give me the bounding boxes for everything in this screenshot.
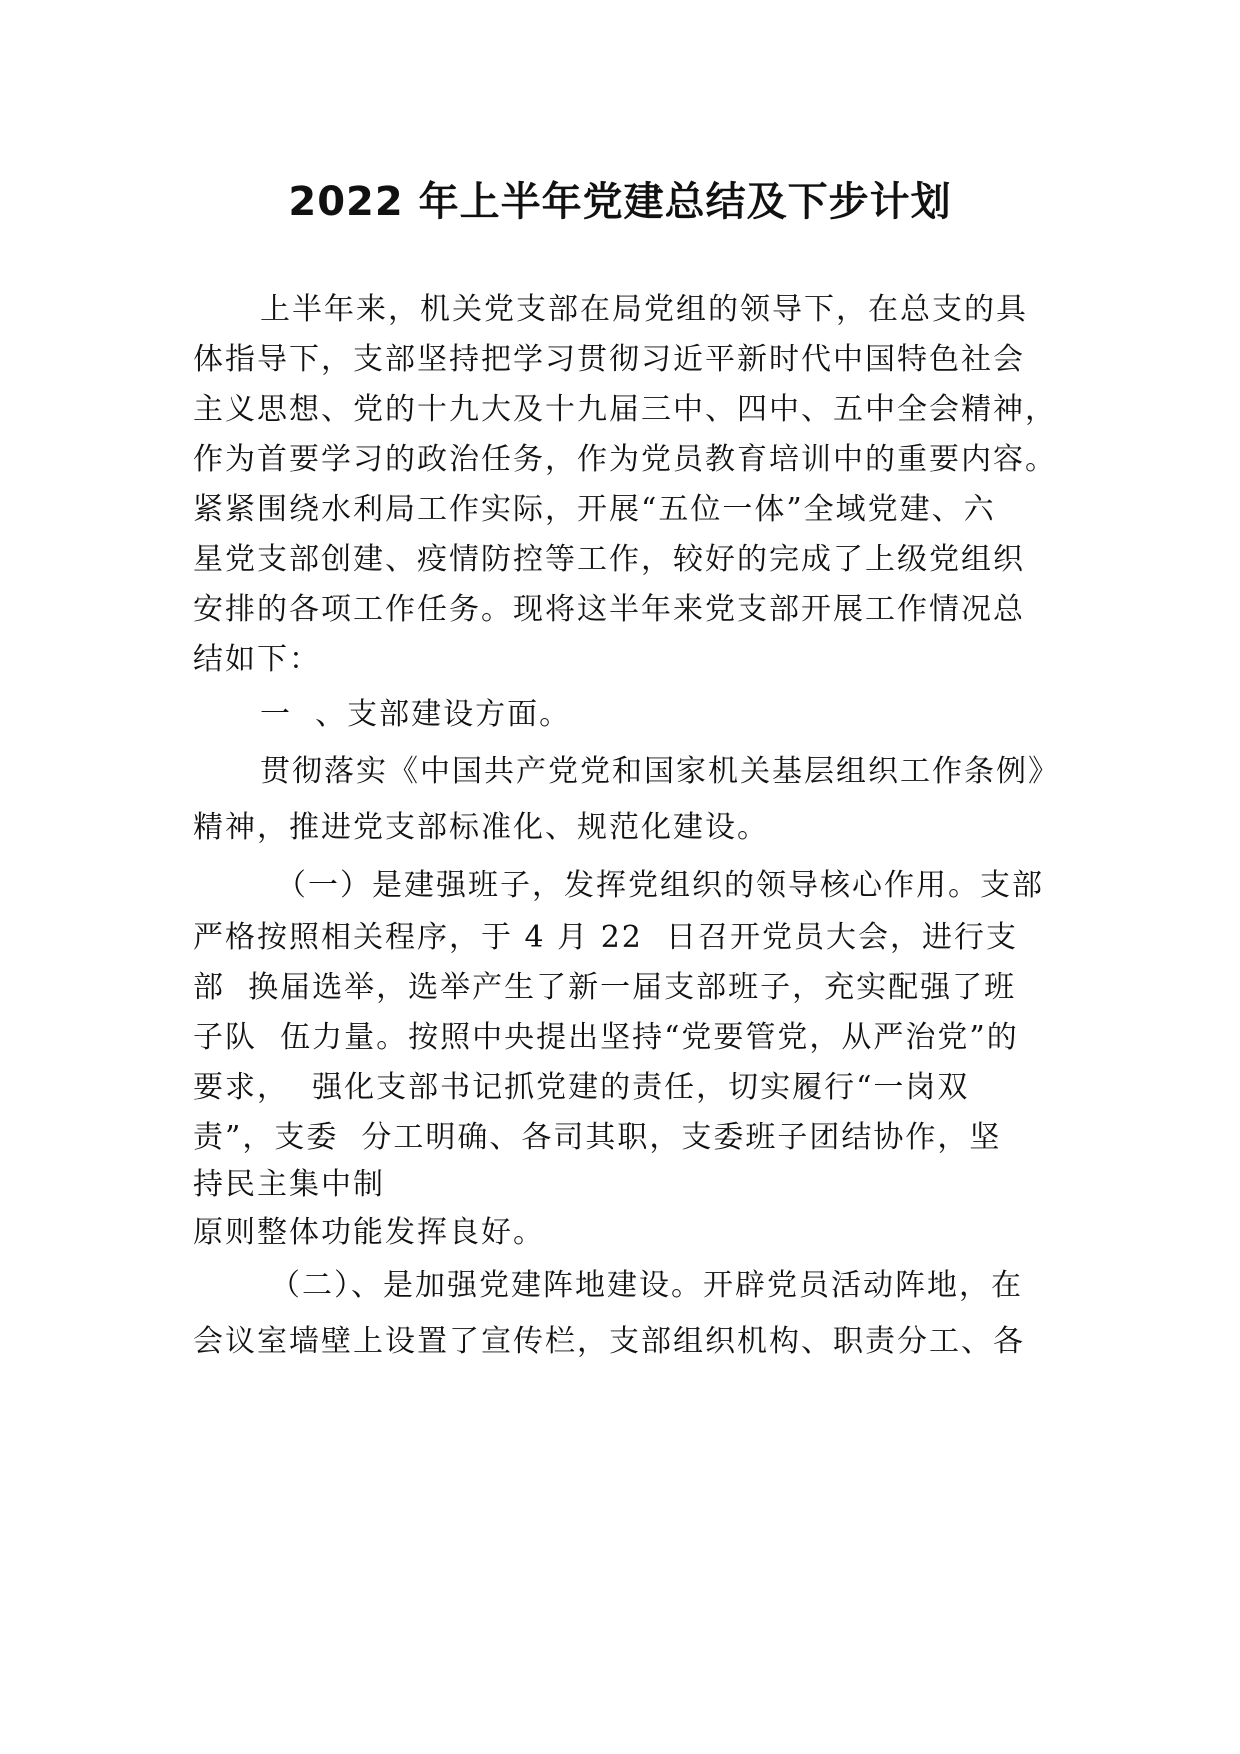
paragraph-line: 体指导下，支部坚持把学习贯彻习近平新时代中国特色社会: [193, 342, 1025, 377]
paragraph-line: 主义思想、党的十九大及十九届三中、四中、五中全会精神，: [193, 392, 1057, 427]
paragraph-line: 贯彻落实《中国共产党党和国家机关基层组织工作条例》: [260, 754, 1060, 789]
paragraph-line: 紧紧围绕水利局工作实际，开展“五位一体”全域党建、六: [193, 492, 996, 527]
paragraph-line: 部 换届选举，选举产生了新一届支部班子，充实配强了班: [193, 970, 1017, 1005]
paragraph-line: 责”，支委 分工明确、各司其职，支委班子团结协作，坚: [193, 1120, 1002, 1155]
document-title: 2022 年上半年党建总结及下步计划: [288, 179, 952, 225]
paragraph-line: （二）、是加强党建阵地建设。开辟党员活动阵地，在: [270, 1268, 1023, 1303]
paragraph-line: 持民主集中制: [193, 1167, 385, 1202]
paragraph-line: 星党支部创建、疫情防控等工作，较好的完成了上级党组织: [193, 542, 1025, 577]
section-heading: 一 、支部建设方面。: [260, 697, 572, 732]
paragraph-line: 子队 伍力量。按照中央提出坚持“党要管党，从严治党”的: [193, 1020, 1019, 1055]
paragraph-line: 严格按照相关程序，于 4 月 22 日召开党员大会，进行支: [193, 920, 1018, 955]
paragraph-line: 会议室墙壁上设置了宣传栏，支部组织机构、职责分工、各: [193, 1324, 1025, 1359]
paragraph-line: 要求， 强化支部书记抓党建的责任，切实履行“一岗双: [193, 1070, 970, 1105]
paragraph-line: 精神，推进党支部标准化、规范化建设。: [193, 810, 769, 845]
paragraph-line: 上半年来，机关党支部在局党组的领导下，在总支的具: [260, 292, 1028, 327]
paragraph-line: （一）是建强班子，发挥党组织的领导核心作用。支部: [276, 868, 1044, 903]
paragraph-line: 安排的各项工作任务。现将这半年来党支部开展工作情况总: [193, 592, 1025, 627]
paragraph-line: 原则整体功能发挥良好。: [193, 1215, 545, 1250]
paragraph-line: 作为首要学习的政治任务，作为党员教育培训中的重要内容。: [193, 442, 1057, 477]
paragraph-line: 结如下：: [193, 642, 321, 677]
